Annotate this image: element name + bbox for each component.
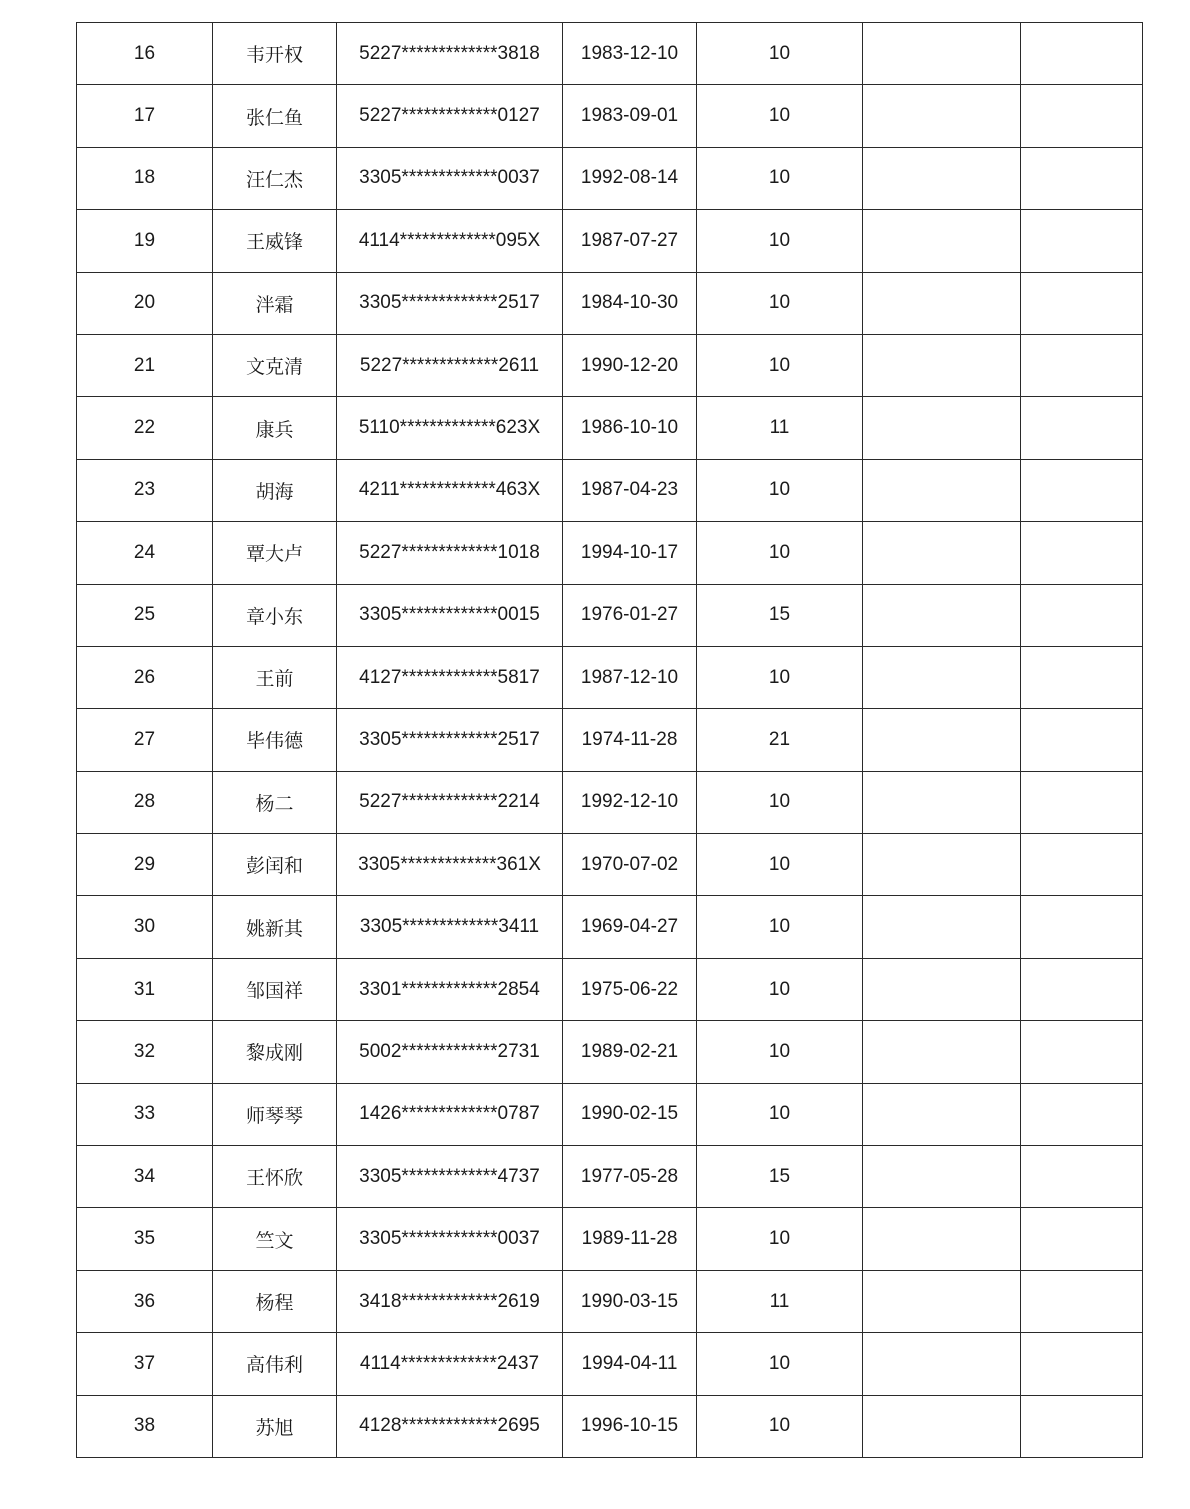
table-row bbox=[77, 522, 1143, 584]
table-row bbox=[77, 1395, 1143, 1457]
row-number-cell: 26 bbox=[77, 646, 213, 708]
empty-cell bbox=[863, 958, 1021, 1020]
id-number-cell: 3305*************2517 bbox=[337, 709, 563, 771]
row-number-cell: 18 bbox=[77, 147, 213, 209]
empty-cell bbox=[863, 1146, 1021, 1208]
birth-date-cell: 1977-05-28 bbox=[563, 1146, 697, 1208]
empty-cell bbox=[863, 1270, 1021, 1332]
row-number-cell: 38 bbox=[77, 1395, 213, 1457]
row-number-cell: 35 bbox=[77, 1208, 213, 1270]
name-cell: 胡海 bbox=[213, 459, 337, 521]
empty-cell bbox=[863, 771, 1021, 833]
value-cell: 10 bbox=[697, 459, 863, 521]
name-cell: 师琴琴 bbox=[213, 1083, 337, 1145]
value-cell: 10 bbox=[697, 646, 863, 708]
value-cell: 10 bbox=[697, 958, 863, 1020]
records-table bbox=[76, 22, 1143, 1458]
id-number-cell: 5227*************3818 bbox=[337, 23, 563, 85]
birth-date-cell: 1987-12-10 bbox=[563, 646, 697, 708]
id-number-cell: 3305*************4737 bbox=[337, 1146, 563, 1208]
id-number-cell: 3305*************0015 bbox=[337, 584, 563, 646]
empty-cell bbox=[1021, 147, 1143, 209]
empty-cell bbox=[863, 85, 1021, 147]
row-number-cell: 37 bbox=[77, 1333, 213, 1395]
empty-cell bbox=[863, 709, 1021, 771]
empty-cell bbox=[863, 1395, 1021, 1457]
id-number-cell: 5227*************1018 bbox=[337, 522, 563, 584]
table-row bbox=[77, 771, 1143, 833]
id-number-cell: 4128*************2695 bbox=[337, 1395, 563, 1457]
id-number-cell: 3305*************361X bbox=[337, 834, 563, 896]
id-number-cell: 5227*************2214 bbox=[337, 771, 563, 833]
value-cell: 21 bbox=[697, 709, 863, 771]
table-row bbox=[77, 646, 1143, 708]
empty-cell bbox=[1021, 334, 1143, 396]
table-row bbox=[77, 272, 1143, 334]
table-row bbox=[77, 584, 1143, 646]
name-cell: 黎成刚 bbox=[213, 1021, 337, 1083]
id-number-cell: 1426*************0787 bbox=[337, 1083, 563, 1145]
table-row bbox=[77, 334, 1143, 396]
table-body bbox=[77, 23, 1143, 1458]
value-cell: 10 bbox=[697, 1083, 863, 1145]
table-row bbox=[77, 459, 1143, 521]
empty-cell bbox=[863, 23, 1021, 85]
birth-date-cell: 1976-01-27 bbox=[563, 584, 697, 646]
value-cell: 10 bbox=[697, 334, 863, 396]
value-cell: 15 bbox=[697, 1146, 863, 1208]
birth-date-cell: 1992-12-10 bbox=[563, 771, 697, 833]
empty-cell bbox=[1021, 1083, 1143, 1145]
empty-cell bbox=[863, 272, 1021, 334]
name-cell: 覃大卢 bbox=[213, 522, 337, 584]
empty-cell bbox=[863, 646, 1021, 708]
empty-cell bbox=[863, 397, 1021, 459]
name-cell: 王前 bbox=[213, 646, 337, 708]
row-number-cell: 22 bbox=[77, 397, 213, 459]
id-number-cell: 5227*************2611 bbox=[337, 334, 563, 396]
name-cell: 高伟利 bbox=[213, 1333, 337, 1395]
empty-cell bbox=[1021, 23, 1143, 85]
table-row bbox=[77, 1146, 1143, 1208]
value-cell: 10 bbox=[697, 23, 863, 85]
id-number-cell: 3418*************2619 bbox=[337, 1270, 563, 1332]
value-cell: 10 bbox=[697, 896, 863, 958]
row-number-cell: 23 bbox=[77, 459, 213, 521]
empty-cell bbox=[1021, 1146, 1143, 1208]
birth-date-cell: 1983-12-10 bbox=[563, 23, 697, 85]
table-row bbox=[77, 23, 1143, 85]
name-cell: 杨二 bbox=[213, 771, 337, 833]
birth-date-cell: 1989-11-28 bbox=[563, 1208, 697, 1270]
value-cell: 10 bbox=[697, 147, 863, 209]
row-number-cell: 36 bbox=[77, 1270, 213, 1332]
empty-cell bbox=[863, 834, 1021, 896]
row-number-cell: 32 bbox=[77, 1021, 213, 1083]
table-row bbox=[77, 85, 1143, 147]
value-cell: 10 bbox=[697, 1021, 863, 1083]
empty-cell bbox=[1021, 210, 1143, 272]
id-number-cell: 3301*************2854 bbox=[337, 958, 563, 1020]
name-cell: 韦开权 bbox=[213, 23, 337, 85]
table-row bbox=[77, 397, 1143, 459]
birth-date-cell: 1984-10-30 bbox=[563, 272, 697, 334]
row-number-cell: 21 bbox=[77, 334, 213, 396]
id-number-cell: 5002*************2731 bbox=[337, 1021, 563, 1083]
empty-cell bbox=[1021, 272, 1143, 334]
value-cell: 10 bbox=[697, 210, 863, 272]
empty-cell bbox=[1021, 1021, 1143, 1083]
table-row bbox=[77, 1333, 1143, 1395]
row-number-cell: 25 bbox=[77, 584, 213, 646]
birth-date-cell: 1990-03-15 bbox=[563, 1270, 697, 1332]
empty-cell bbox=[1021, 958, 1143, 1020]
name-cell: 毕伟德 bbox=[213, 709, 337, 771]
table-row bbox=[77, 147, 1143, 209]
row-number-cell: 27 bbox=[77, 709, 213, 771]
row-number-cell: 24 bbox=[77, 522, 213, 584]
name-cell: 章小东 bbox=[213, 584, 337, 646]
value-cell: 10 bbox=[697, 771, 863, 833]
birth-date-cell: 1989-02-21 bbox=[563, 1021, 697, 1083]
id-number-cell: 3305*************0037 bbox=[337, 147, 563, 209]
value-cell: 11 bbox=[697, 397, 863, 459]
row-number-cell: 31 bbox=[77, 958, 213, 1020]
value-cell: 10 bbox=[697, 272, 863, 334]
birth-date-cell: 1983-09-01 bbox=[563, 85, 697, 147]
value-cell: 10 bbox=[697, 1208, 863, 1270]
empty-cell bbox=[1021, 584, 1143, 646]
birth-date-cell: 1990-12-20 bbox=[563, 334, 697, 396]
row-number-cell: 19 bbox=[77, 210, 213, 272]
table-row bbox=[77, 958, 1143, 1020]
birth-date-cell: 1986-10-10 bbox=[563, 397, 697, 459]
value-cell: 10 bbox=[697, 1395, 863, 1457]
empty-cell bbox=[1021, 709, 1143, 771]
empty-cell bbox=[863, 147, 1021, 209]
name-cell: 泮霜 bbox=[213, 272, 337, 334]
row-number-cell: 34 bbox=[77, 1146, 213, 1208]
id-number-cell: 3305*************3411 bbox=[337, 896, 563, 958]
empty-cell bbox=[1021, 397, 1143, 459]
id-number-cell: 3305*************2517 bbox=[337, 272, 563, 334]
empty-cell bbox=[1021, 896, 1143, 958]
empty-cell bbox=[863, 1333, 1021, 1395]
row-number-cell: 29 bbox=[77, 834, 213, 896]
empty-cell bbox=[1021, 646, 1143, 708]
row-number-cell: 33 bbox=[77, 1083, 213, 1145]
empty-cell bbox=[863, 459, 1021, 521]
empty-cell bbox=[1021, 834, 1143, 896]
name-cell: 杨程 bbox=[213, 1270, 337, 1332]
birth-date-cell: 1992-08-14 bbox=[563, 147, 697, 209]
table-row bbox=[77, 1083, 1143, 1145]
empty-cell bbox=[863, 522, 1021, 584]
name-cell: 竺文 bbox=[213, 1208, 337, 1270]
empty-cell bbox=[1021, 1270, 1143, 1332]
birth-date-cell: 1987-07-27 bbox=[563, 210, 697, 272]
id-number-cell: 4114*************095X bbox=[337, 210, 563, 272]
table-row bbox=[77, 1270, 1143, 1332]
table-row bbox=[77, 210, 1143, 272]
name-cell: 康兵 bbox=[213, 397, 337, 459]
table-row bbox=[77, 709, 1143, 771]
birth-date-cell: 1974-11-28 bbox=[563, 709, 697, 771]
value-cell: 11 bbox=[697, 1270, 863, 1332]
empty-cell bbox=[1021, 1395, 1143, 1457]
value-cell: 10 bbox=[697, 85, 863, 147]
empty-cell bbox=[863, 584, 1021, 646]
id-number-cell: 4211*************463X bbox=[337, 459, 563, 521]
empty-cell bbox=[1021, 771, 1143, 833]
empty-cell bbox=[1021, 459, 1143, 521]
empty-cell bbox=[1021, 1333, 1143, 1395]
value-cell: 10 bbox=[697, 1333, 863, 1395]
table-row bbox=[77, 896, 1143, 958]
table-row bbox=[77, 1021, 1143, 1083]
birth-date-cell: 1994-10-17 bbox=[563, 522, 697, 584]
birth-date-cell: 1970-07-02 bbox=[563, 834, 697, 896]
name-cell: 彭闰和 bbox=[213, 834, 337, 896]
birth-date-cell: 1990-02-15 bbox=[563, 1083, 697, 1145]
row-number-cell: 20 bbox=[77, 272, 213, 334]
empty-cell bbox=[863, 1208, 1021, 1270]
id-number-cell: 5227*************0127 bbox=[337, 85, 563, 147]
value-cell: 10 bbox=[697, 522, 863, 584]
table-row bbox=[77, 1208, 1143, 1270]
id-number-cell: 4127*************5817 bbox=[337, 646, 563, 708]
row-number-cell: 30 bbox=[77, 896, 213, 958]
row-number-cell: 28 bbox=[77, 771, 213, 833]
id-number-cell: 4114*************2437 bbox=[337, 1333, 563, 1395]
name-cell: 王威锋 bbox=[213, 210, 337, 272]
empty-cell bbox=[1021, 1208, 1143, 1270]
birth-date-cell: 1969-04-27 bbox=[563, 896, 697, 958]
id-number-cell: 5110*************623X bbox=[337, 397, 563, 459]
row-number-cell: 17 bbox=[77, 85, 213, 147]
table-row bbox=[77, 834, 1143, 896]
name-cell: 王怀欣 bbox=[213, 1146, 337, 1208]
empty-cell bbox=[863, 896, 1021, 958]
empty-cell bbox=[863, 1021, 1021, 1083]
birth-date-cell: 1994-04-11 bbox=[563, 1333, 697, 1395]
birth-date-cell: 1987-04-23 bbox=[563, 459, 697, 521]
empty-cell bbox=[863, 210, 1021, 272]
row-number-cell: 16 bbox=[77, 23, 213, 85]
name-cell: 苏旭 bbox=[213, 1395, 337, 1457]
empty-cell bbox=[1021, 522, 1143, 584]
name-cell: 文克清 bbox=[213, 334, 337, 396]
empty-cell bbox=[863, 334, 1021, 396]
value-cell: 15 bbox=[697, 584, 863, 646]
name-cell: 张仁鱼 bbox=[213, 85, 337, 147]
id-number-cell: 3305*************0037 bbox=[337, 1208, 563, 1270]
empty-cell bbox=[863, 1083, 1021, 1145]
birth-date-cell: 1975-06-22 bbox=[563, 958, 697, 1020]
birth-date-cell: 1996-10-15 bbox=[563, 1395, 697, 1457]
empty-cell bbox=[1021, 85, 1143, 147]
name-cell: 邹国祥 bbox=[213, 958, 337, 1020]
name-cell: 汪仁杰 bbox=[213, 147, 337, 209]
name-cell: 姚新其 bbox=[213, 896, 337, 958]
value-cell: 10 bbox=[697, 834, 863, 896]
